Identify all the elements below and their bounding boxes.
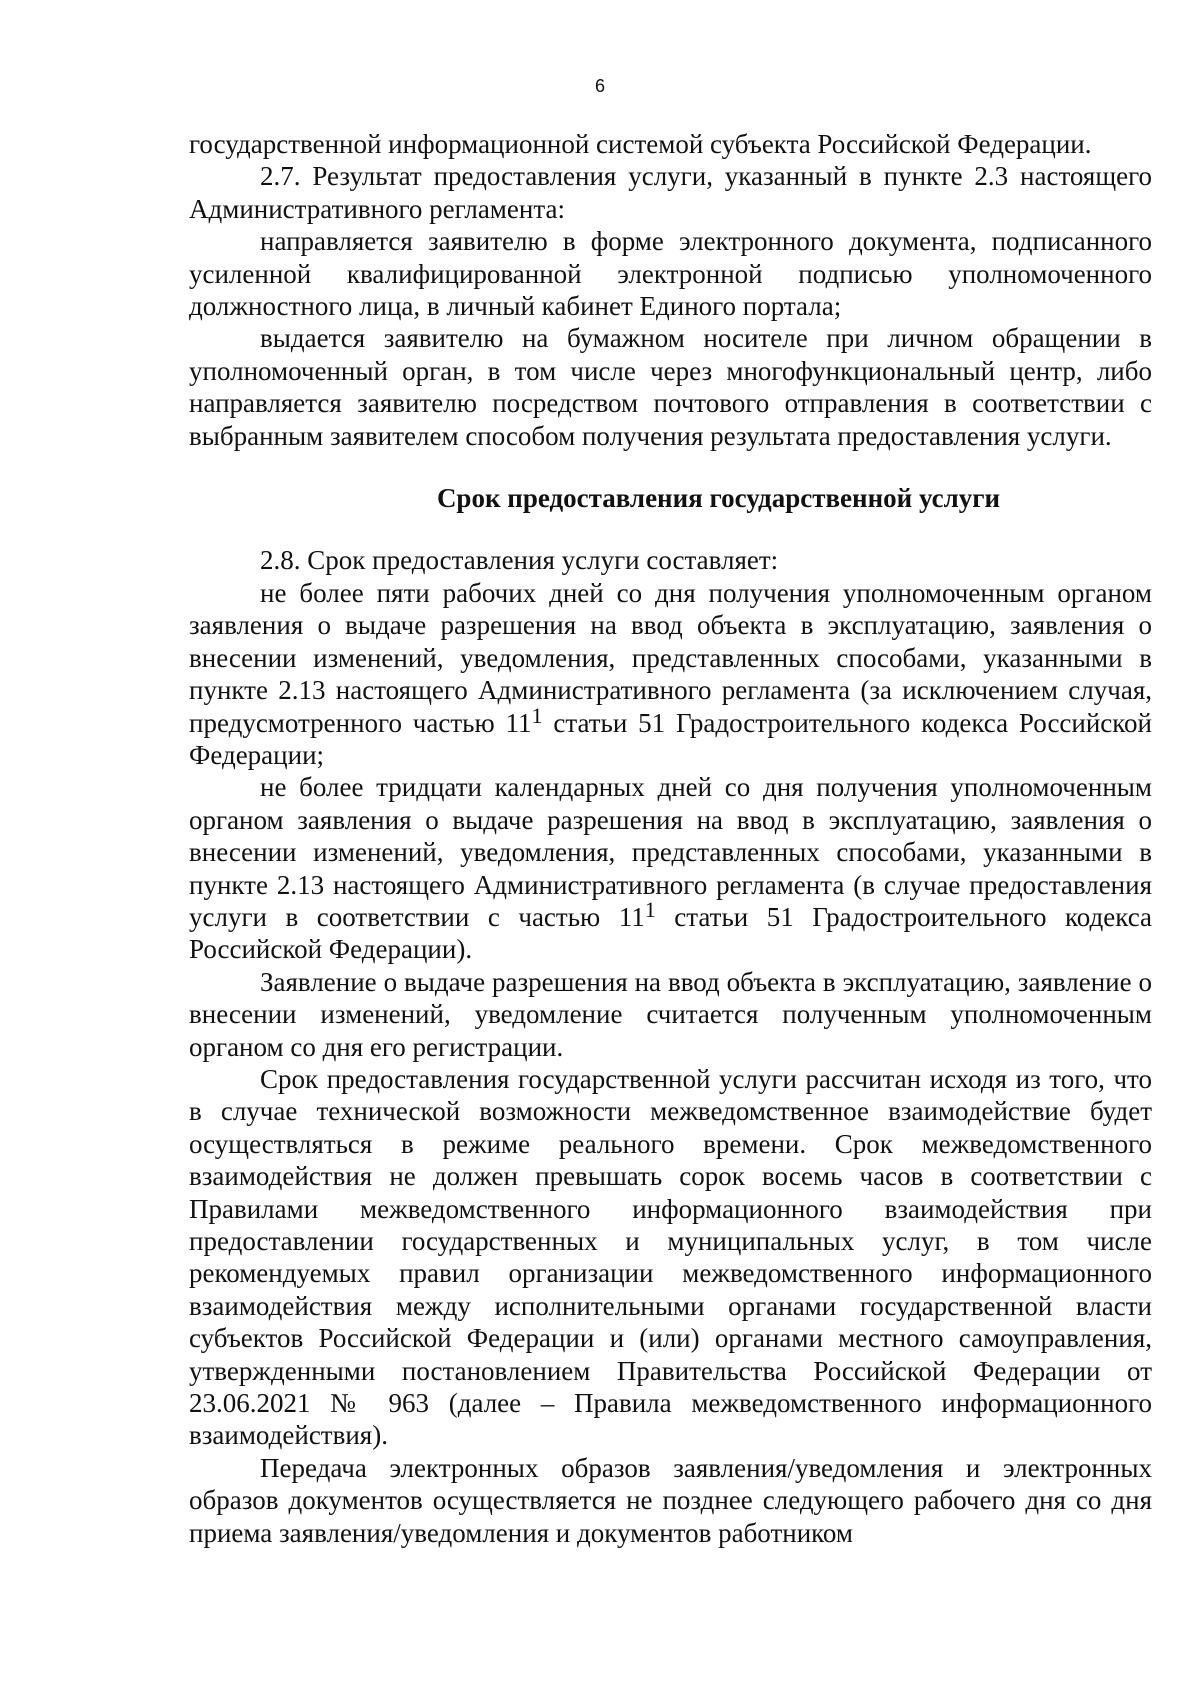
paragraph-2-8: 2.8. Срок предоставления услуги составляет: — [260, 545, 779, 576]
page-number: 6 — [594, 76, 605, 96]
paragraph-text: не более пяти рабочих дней со дня получения уполномоченным органом заявления о выдаче разрешения на ввод объекта в эксплуатацию, заявления о внесении изменений, уведомления, представленных способами, указанными в пункте 2.13 настоящего Административного регламента (за исключением случая, предусмотренного частью 11 — [189, 577, 1152, 738]
paragraph — [189, 577, 1152, 771]
paragraph: Срок предоставления государственной услуги рассчитан исходя из того, что в случае технической возможности межведомственное взаимодействие будет осуществляться в режиме реального времени. Срок межведомственного взаимодействия не должен превышать сорок восемь часов в соответствии с Правилами межведомственного информационного взаимодействия при предоставлении государственных и муниципальных услуг, в том числе рекомендуемых правил организации межведомственного информационного взаимодействия между исполнительными органами государственной власти субъектов Российской Федерации и (или) органами местного самоуправления, утвержденными постановлением Правительства Российской Федерации от 23.06.2021 № 963 (далее – Правила межведомственного информационного взаимодействия). — [189, 1063, 1152, 1451]
superscript: 1 — [531, 702, 543, 728]
paragraph — [189, 771, 1152, 965]
section-heading: Срок предоставления государственной услуги — [436, 483, 1001, 514]
paragraph-text: не более тридцати календарных дней со дня получения уполномоченным органом заявления о выдаче разрешения на ввод в эксплуатацию, заявления о внесении изменений, уведомления, представленных способами, указанными в пункте 2.13 настоящего Административного регламента (в случае предоставления услуги в соответствии с частью 11 — [189, 772, 1152, 932]
paragraph: Передача электронных образов заявления/уведомления и электронных образов документов осуществляется не позднее следующего рабочего дня со дня приема заявления/уведомления и документов работником — [189, 1452, 1152, 1548]
paragraph: Заявление о выдаче разрешения на ввод объекта в эксплуатацию, заявление о внесении изменений, уведомление считается полученным уполномоченным органом со дня его регистрации. — [189, 966, 1152, 1062]
paragraph: государственной информационной системой субъекта Российской Федерации. — [189, 129, 1092, 159]
superscript: 1 — [644, 896, 656, 922]
paragraph-text: статьи 51 Градостроительного кодекса Российской Федерации). — [189, 901, 1152, 965]
paragraph-text: статьи 51 Градостроительного кодекса Российской Федерации; — [189, 707, 1152, 770]
paragraph: выдается заявителю на бумажном носителе при личном обращении в уполномоченный орган, в том числе через многофункциональный центр, либо направляется заявителю посредством почтового отправления в соответствии с выбранным заявителем способом получения результата предоставления услуги. — [189, 323, 1152, 451]
paragraph-2-7: 2.7. Результат предоставления услуги, указанный в пункте 2.3 настоящего Административного регламента: — [189, 161, 1152, 224]
paragraph: направляется заявителю в форме электронного документа, подписанного усиленной квалифицированной электронной подписью уполномоченного должностного лица, в личный кабинет Единого портала; — [189, 226, 1152, 322]
document-body — [189, 128, 1152, 1549]
